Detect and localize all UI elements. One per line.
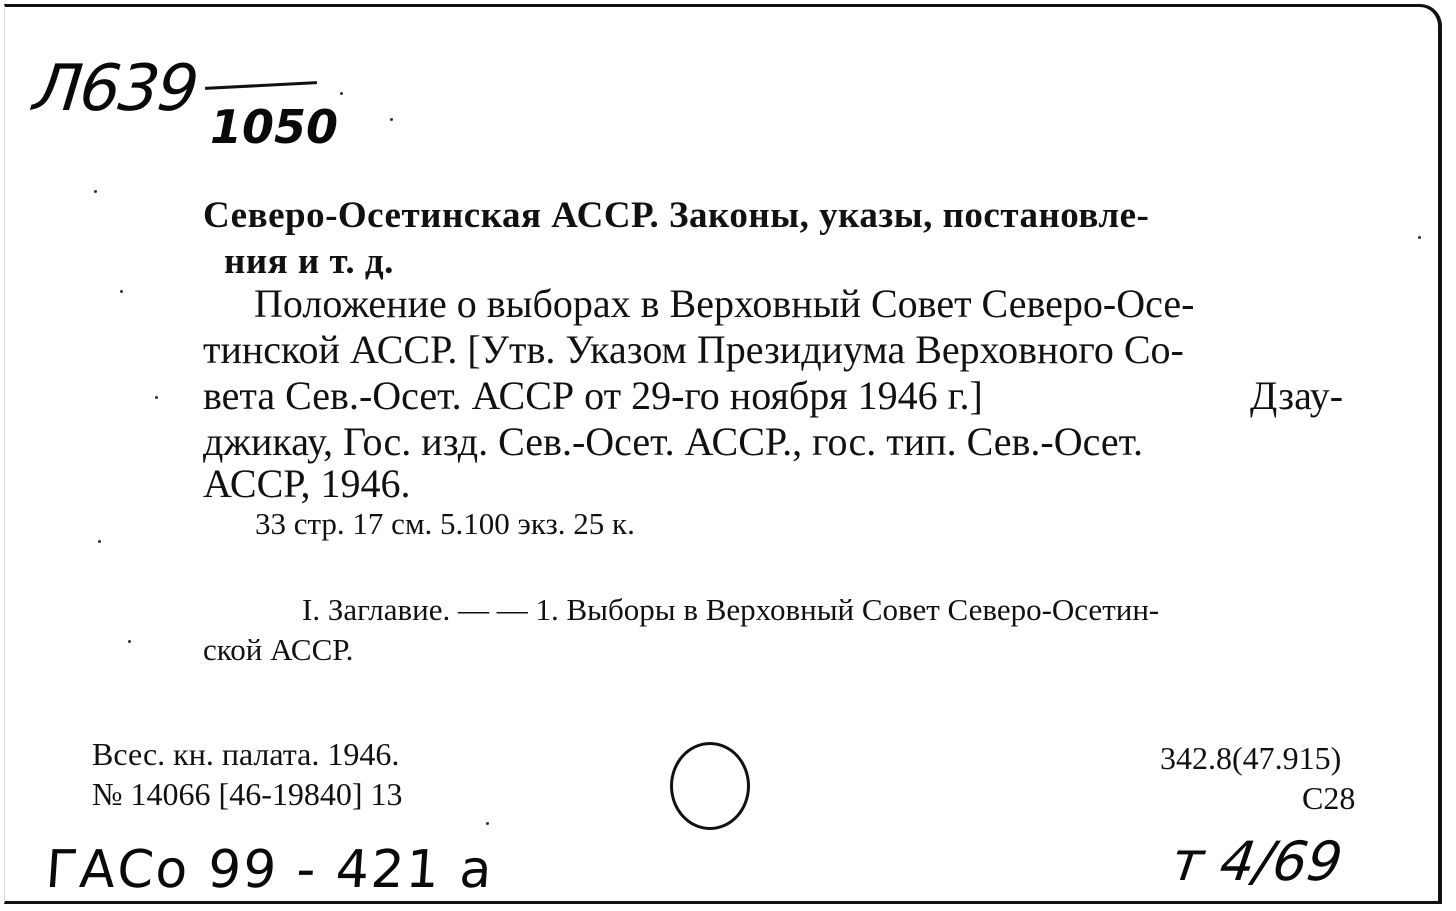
tracings-line-1: I. Заглавие. — — 1. Выборы в Верховный Совет Северо-Осетин-: [302, 592, 1160, 627]
call-number-sub: 1050: [210, 100, 339, 154]
inventory-mark: т 4/69: [1167, 830, 1347, 893]
scan-speck: [1418, 236, 1421, 239]
call-number-main: Л639: [30, 52, 201, 126]
scan-speck: [98, 540, 101, 543]
scan-speck: [486, 822, 489, 825]
archive-mark: ГАСо 99 - 421 а: [43, 840, 496, 900]
scan-speck: [94, 190, 97, 193]
title-line-5: АССР, 1946.: [203, 461, 411, 506]
title-line-3: вета Сев.-Осет. АССР от 29-го ноября 1946 г.]: [203, 373, 983, 418]
imprint-line-2: № 14066 [46-19840] 13: [92, 776, 403, 812]
author-mark: С28: [1302, 780, 1356, 816]
heading-line-1: Северо-Осетинская АССР. Законы, указы, постановле-: [203, 195, 1150, 236]
imprint-line-1: Всес. кн. палата. 1946.: [92, 736, 400, 772]
title-line-2: тинской АССР. [Утв. Указом Президиума Верховного Со-: [203, 327, 1184, 372]
scan-speck: [390, 118, 393, 121]
collation: 33 стр. 17 см. 5.100 экз. 25 к.: [255, 506, 635, 541]
heading-line-2: ния и т. д.: [224, 241, 394, 282]
scan-speck: [155, 396, 158, 399]
scan-speck: [128, 640, 131, 643]
title-line-3-end: Дзау-: [1250, 373, 1344, 418]
tracings-line-2: ской АССР.: [203, 632, 354, 667]
scan-speck: [340, 92, 343, 95]
udc-number: 342.8(47.915): [1160, 740, 1342, 776]
scan-speck: [120, 290, 123, 293]
title-line-4: джикау, Гос. изд. Сев.-Осет. АССР., гос. тип. Сев.-Осет.: [203, 419, 1144, 464]
card-punch-hole: [670, 742, 750, 830]
title-line-1: Положение о выборах в Верховный Совет Северо-Осе-: [254, 281, 1195, 326]
